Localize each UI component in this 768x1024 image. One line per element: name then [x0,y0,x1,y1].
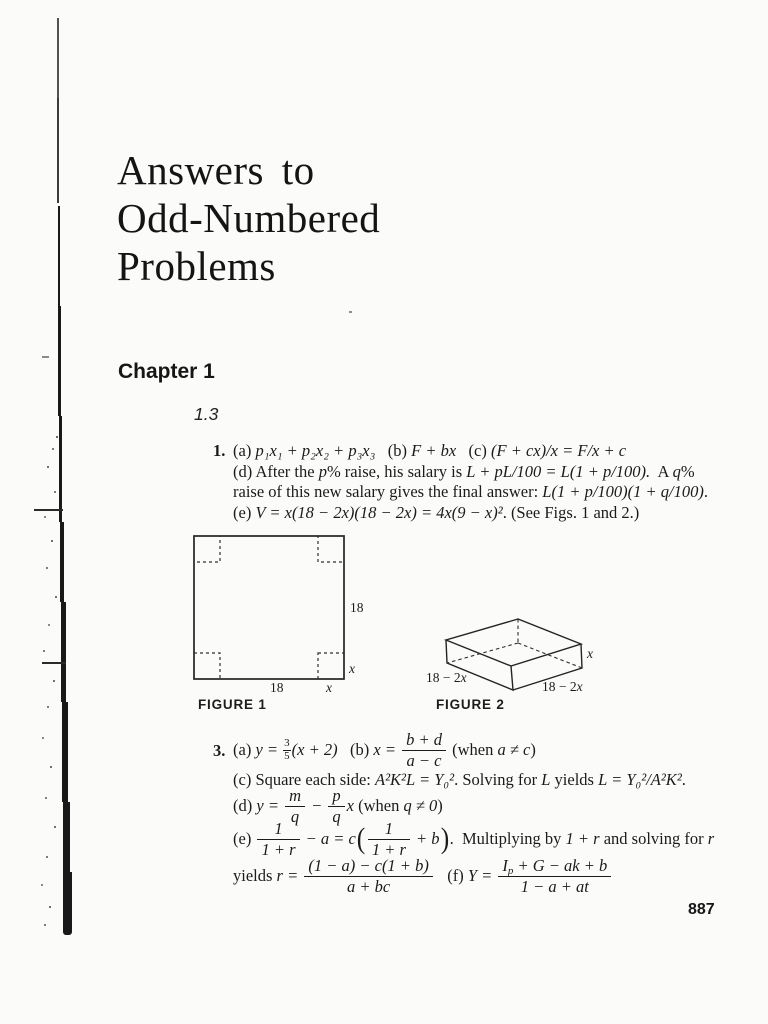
fraction: $\frac{Ip + G - ak + b}{1 - a + at}$ [498,857,611,896]
chapter-heading: Chapter 1 [118,360,215,383]
side-length-label: 18 [350,600,364,615]
answer-line: raise of this new salary gives the final answer: L(1 + p/100)(1 + q/100) . [233,482,708,502]
box-left-edge-label: 18 − 2x [426,670,467,685]
problem-number: 3. [213,741,226,760]
figure-1-caption: FIGURE 1 [198,697,267,712]
problem-1-answers [233,441,723,523]
title-line: Problems [117,243,276,289]
answer-line: (d) After the p % raise, his salary is L + pL/100 = L(1 + p/100). A q % [233,461,695,481]
fraction: $\frac{1}{1 + r}$ [257,820,299,859]
page-title [117,146,577,290]
answer-line: (e) V = x(18 − 2x)(18 − 2x) = 4x(9 − x)² . (See Figs. 1 and 2.) [233,502,640,522]
cut-depth-label: x [349,661,355,676]
page-number: 887 [688,901,715,918]
corner-cut-square [318,536,344,562]
corner-cut-square [194,653,220,679]
answer-line: (c) Square each side: A²K²L = Y₀² . Solving for L yields L = Y₀²/A²K² . [233,770,686,789]
figure-2-caption: FIGURE 2 [436,697,505,712]
close-paren: ) [440,822,449,855]
box-right-edge-label: 18 − 2x [542,679,583,694]
corner-cut-square [194,536,220,562]
fraction: $\frac{b + d}{a - c}$ [402,731,446,770]
figure-1-diagram [192,534,368,696]
box-height-label: x [587,646,593,661]
scan-tick-mark [34,509,63,511]
title-line: Answers to [117,147,315,193]
scan-tick-mark [42,662,66,664]
bottom-length-label: 18 [270,680,284,695]
title-line: Odd-Numbered [117,195,381,241]
answer-line: (e) $\frac{1}{1 + r}$ − a = c ( $\frac{1}{1 + r}$ + b ) . Multiplying by 1 + r and solving for r [233,818,715,859]
problem-number: 1. [213,441,226,460]
open-paren: ( [356,822,366,855]
fraction: $\frac{(1 - a) - c(1 + b)}{a + bc}$ [304,857,432,896]
fraction: $\frac{3}{5}$ [284,737,290,762]
problem-3-answers [233,729,733,903]
figure-2-diagram [424,604,610,700]
fraction: $\frac{p}{q}$ [328,787,344,826]
fraction: $\frac{m}{q}$ [285,787,305,826]
section-number: 1.3 [194,404,219,424]
answer-line: yields r = $\frac{(1 - a) - c(1 + b)}{a + bc}$ (f) Y = $\frac{Ip + G - ak + b}{1 - a + at}$ [233,857,613,895]
answer-line: (a) p₁x₁ + p₂x₂ + p₃x₃ (b) F + bx (c) (F + cx)/x = F/x + c [233,441,627,461]
fraction: $\frac{1}{1 + r}$ [368,820,410,859]
answer-line: (d) y = $\frac{m}{q}$ − $\frac{p}{q}$ x (when q ≠ 0 ) [233,785,443,826]
bottom-cut-label: x [326,680,332,695]
corner-cut-square [318,653,344,679]
answer-line: (a) y = $\frac{3}{5}$ (x + 2) (b) x = $\frac{b + d}{a - c}$ (when a ≠ c ) [233,729,536,770]
